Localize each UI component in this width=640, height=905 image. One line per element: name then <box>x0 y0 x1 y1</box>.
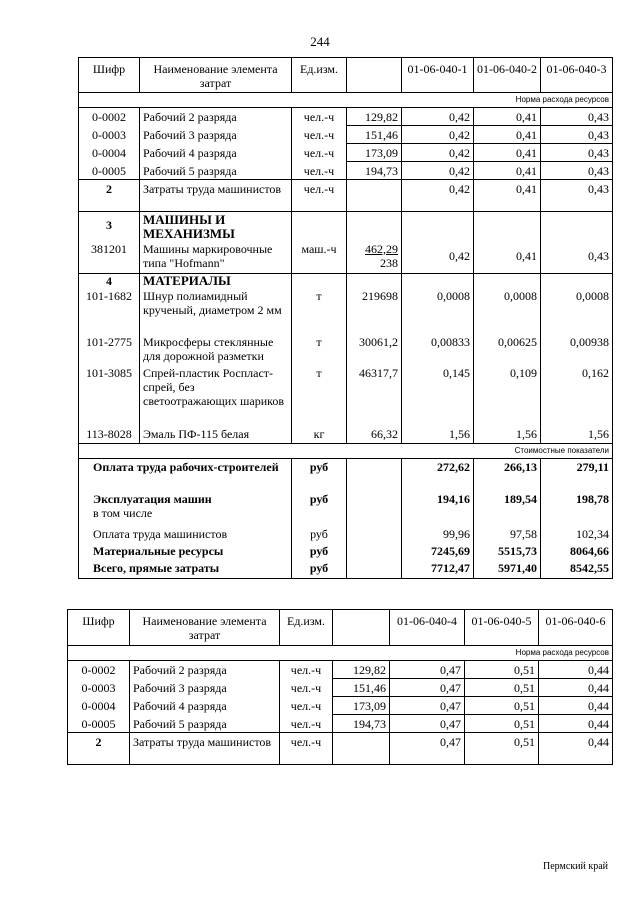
row-value-1: 0,42 <box>402 180 474 212</box>
row-value-3: 0,44 <box>539 715 613 733</box>
row-value-1: 0,47 <box>390 679 465 697</box>
cost-name: Оплата труда машинистов <box>79 526 292 544</box>
row-name: Затраты труда машинистов <box>140 180 292 212</box>
row-value-3: 1,56 <box>541 425 613 443</box>
row-name: Рабочий 5 разряда <box>140 162 292 180</box>
row-code: 0-0003 <box>68 679 130 697</box>
cost-name: Эксплуатация машин <box>93 492 212 506</box>
row-value-3: 0,43 <box>541 162 613 180</box>
row-value-1: 0,00833 <box>402 334 474 365</box>
row-unit: чел.-ч <box>292 162 347 180</box>
cost-row <box>79 526 613 544</box>
cost-label: Стоимостные показатели <box>79 443 613 458</box>
row-value-2: 0,51 <box>465 733 539 765</box>
row-name: Рабочий 4 разряда <box>130 697 280 715</box>
row-value-2: 0,51 <box>465 697 539 715</box>
cost-value-1: 99,96 <box>402 526 474 544</box>
row-value-3: 0,43 <box>541 180 613 212</box>
row-unit: чел.-ч <box>280 679 333 697</box>
section-code: 3 <box>79 212 140 242</box>
row-value-1: 0,0008 <box>402 288 474 334</box>
cost-value-1: 7245,69 <box>402 544 474 561</box>
row-unit: чел.-ч <box>280 661 333 679</box>
row-code: 101-3085 <box>79 365 140 425</box>
section-title: МАТЕРИАЛЫ <box>140 274 292 289</box>
row-code: 101-1682 <box>79 288 140 334</box>
row-value-3: 0,43 <box>541 144 613 162</box>
cost-unit: руб <box>292 492 347 526</box>
cost-value-2: 189,54 <box>474 492 541 526</box>
row-unit: кг <box>292 425 347 443</box>
row-code: 0-0003 <box>79 126 140 144</box>
row-name: Эмаль ПФ-115 белая <box>140 425 292 443</box>
row-value-2: 0,51 <box>465 679 539 697</box>
cost-name-cell <box>79 492 292 526</box>
table-row <box>79 288 613 334</box>
cost-unit: руб <box>292 458 347 492</box>
header-name: Наименование элемента затрат <box>140 58 292 93</box>
header-column-4: 01-06-040-4 <box>390 610 465 646</box>
row-name: Микросферы стеклянные для дорожной разметки <box>140 334 292 365</box>
header-code: Шифр <box>68 610 130 646</box>
row-value-2: 0,109 <box>474 365 541 425</box>
header-price <box>333 610 390 646</box>
row-code: 381201 <box>79 242 140 274</box>
table-row <box>79 126 613 144</box>
table-row <box>79 180 613 212</box>
table-row <box>68 697 613 715</box>
cost-name: Материальные ресурсы <box>79 544 292 561</box>
cost-value-3: 279,11 <box>541 458 613 492</box>
row-name: Рабочий 4 разряда <box>140 144 292 162</box>
row-name: Машины маркировочные типа "Hofmann" <box>140 242 292 274</box>
row-value-1: 0,42 <box>402 144 474 162</box>
row-code: 0-0004 <box>68 697 130 715</box>
row-value-2: 0,00625 <box>474 334 541 365</box>
norm-label-row <box>68 646 613 661</box>
header-column-3: 01-06-040-3 <box>541 58 613 93</box>
header-column-5: 01-06-040-5 <box>465 610 539 646</box>
table-row <box>79 365 613 425</box>
row-name: Рабочий 2 разряда <box>130 661 280 679</box>
table-header-row <box>79 58 613 93</box>
table-row <box>79 334 613 365</box>
row-value-1: 0,42 <box>402 108 474 126</box>
row-name: Шнур полиамидный крученый, диаметром 2 мм <box>140 288 292 334</box>
row-value-3: 0,44 <box>539 661 613 679</box>
row-code: 2 <box>79 180 140 212</box>
row-value-3: 0,44 <box>539 733 613 765</box>
row-value-2: 0,41 <box>474 108 541 126</box>
cost-unit: руб <box>292 561 347 578</box>
row-price: 151,46 <box>347 126 402 144</box>
row-value-1: 0,42 <box>402 162 474 180</box>
row-unit: чел.-ч <box>292 180 347 212</box>
row-value-3: 0,44 <box>539 679 613 697</box>
cost-unit: руб <box>292 526 347 544</box>
row-price: 46317,7 <box>347 365 402 425</box>
row-code: 0-0005 <box>68 715 130 733</box>
table-row <box>79 108 613 126</box>
header-column-6: 01-06-040-6 <box>539 610 613 646</box>
row-unit: чел.-ч <box>292 126 347 144</box>
row-unit: т <box>292 288 347 334</box>
row-price: 30061,2 <box>347 334 402 365</box>
footer-region: Пермский край <box>543 861 608 872</box>
row-value-1: 0,42 <box>402 126 474 144</box>
row-value-3: 0,43 <box>541 126 613 144</box>
header-code: Шифр <box>79 58 140 93</box>
row-unit: чел.-ч <box>280 697 333 715</box>
row-value-1: 0,47 <box>390 697 465 715</box>
cost-value-1: 194,16 <box>402 492 474 526</box>
cost-row <box>79 458 613 492</box>
row-value-1: 0,47 <box>390 715 465 733</box>
row-price: 173,09 <box>333 697 390 715</box>
cost-value-3: 102,34 <box>541 526 613 544</box>
row-unit: чел.-ч <box>292 144 347 162</box>
resource-table-1 <box>78 57 613 579</box>
row-name: Рабочий 3 разряда <box>130 679 280 697</box>
header-column-1: 01-06-040-1 <box>402 58 474 93</box>
row-unit: т <box>292 365 347 425</box>
section-title: МАШИНЫ И МЕХАНИЗМЫ <box>140 212 292 242</box>
row-unit: т <box>292 334 347 365</box>
row-unit: маш.-ч <box>292 242 347 274</box>
header-column-2: 01-06-040-2 <box>474 58 541 93</box>
row-value-1: 0,42 <box>402 242 474 274</box>
norm-label-row <box>79 93 613 108</box>
row-price-main: 462,29 <box>365 241 398 256</box>
row-value-2: 0,51 <box>465 715 539 733</box>
section-code: 4 <box>79 274 140 289</box>
row-price-sub: 238 <box>380 255 398 270</box>
cost-value-3: 8542,55 <box>541 561 613 578</box>
table-row <box>68 733 613 765</box>
cost-name: Оплата труда рабочих-строителей <box>79 458 292 492</box>
row-value-2: 0,41 <box>474 144 541 162</box>
row-price: 151,46 <box>333 679 390 697</box>
row-name: Спрей-пластик Роспласт-спрей, без светоотражающих шариков <box>140 365 292 425</box>
row-price: 66,32 <box>347 425 402 443</box>
row-value-2: 0,51 <box>465 661 539 679</box>
row-value-1: 1,56 <box>402 425 474 443</box>
row-value-3: 0,43 <box>541 108 613 126</box>
row-value-3: 0,162 <box>541 365 613 425</box>
norm-label: Норма расхода ресурсов <box>68 646 613 661</box>
section-row <box>79 274 613 289</box>
table-row <box>79 162 613 180</box>
resource-table-2 <box>67 609 613 765</box>
header-name: Наименование элемента затрат <box>130 610 280 646</box>
cost-value-2: 97,58 <box>474 526 541 544</box>
row-unit: чел.-ч <box>280 715 333 733</box>
cost-value-2: 266,13 <box>474 458 541 492</box>
row-value-2: 0,41 <box>474 180 541 212</box>
cost-value-3: 8064,66 <box>541 544 613 561</box>
cost-row <box>79 561 613 578</box>
table-row <box>79 242 613 274</box>
cost-label-row <box>79 443 613 458</box>
row-value-3: 0,00938 <box>541 334 613 365</box>
row-name: Рабочий 3 разряда <box>140 126 292 144</box>
row-value-1: 0,47 <box>390 661 465 679</box>
row-code: 113-8028 <box>79 425 140 443</box>
row-value-2: 1,56 <box>474 425 541 443</box>
row-value-1: 0,145 <box>402 365 474 425</box>
row-name: Рабочий 2 разряда <box>140 108 292 126</box>
row-name: Рабочий 5 разряда <box>130 715 280 733</box>
row-price: 219698 <box>347 288 402 334</box>
row-unit: чел.-ч <box>280 733 333 765</box>
section-row <box>79 212 613 242</box>
row-code: 0-0002 <box>68 661 130 679</box>
row-value-3: 0,43 <box>541 242 613 274</box>
cost-value-2: 5971,40 <box>474 561 541 578</box>
cost-row <box>79 544 613 561</box>
row-price: 173,09 <box>347 144 402 162</box>
row-price: 194,73 <box>333 715 390 733</box>
row-unit: чел.-ч <box>292 108 347 126</box>
row-value-2: 0,0008 <box>474 288 541 334</box>
row-value-2: 0,41 <box>474 126 541 144</box>
row-value-2: 0,41 <box>474 242 541 274</box>
cost-name: Всего, прямые затраты <box>79 561 292 578</box>
table-row <box>68 679 613 697</box>
norm-label: Норма расхода ресурсов <box>79 93 613 108</box>
table-row <box>68 715 613 733</box>
row-value-3: 0,0008 <box>541 288 613 334</box>
row-price <box>347 242 402 274</box>
table-row <box>79 425 613 443</box>
row-value-1: 0,47 <box>390 733 465 765</box>
row-price: 129,82 <box>333 661 390 679</box>
cost-value-1: 272,62 <box>402 458 474 492</box>
table-row <box>79 144 613 162</box>
cost-row <box>79 492 613 526</box>
row-code: 2 <box>68 733 130 765</box>
row-code: 0-0004 <box>79 144 140 162</box>
header-price <box>347 58 402 93</box>
row-price: 129,82 <box>347 108 402 126</box>
header-unit: Ед.изм. <box>292 58 347 93</box>
cost-value-3: 198,78 <box>541 492 613 526</box>
cost-value-1: 7712,47 <box>402 561 474 578</box>
row-code: 0-0005 <box>79 162 140 180</box>
cost-unit: руб <box>292 544 347 561</box>
row-code: 0-0002 <box>79 108 140 126</box>
row-price: 194,73 <box>347 162 402 180</box>
row-code: 101-2775 <box>79 334 140 365</box>
header-unit: Ед.изм. <box>280 610 333 646</box>
row-name: Затраты труда машинистов <box>130 733 280 765</box>
row-value-3: 0,44 <box>539 697 613 715</box>
cost-value-2: 5515,73 <box>474 544 541 561</box>
page-number: 244 <box>310 34 330 49</box>
row-value-2: 0,41 <box>474 162 541 180</box>
table-header-row <box>68 610 613 646</box>
table-row <box>68 661 613 679</box>
cost-subtitle: в том числе <box>93 506 153 520</box>
